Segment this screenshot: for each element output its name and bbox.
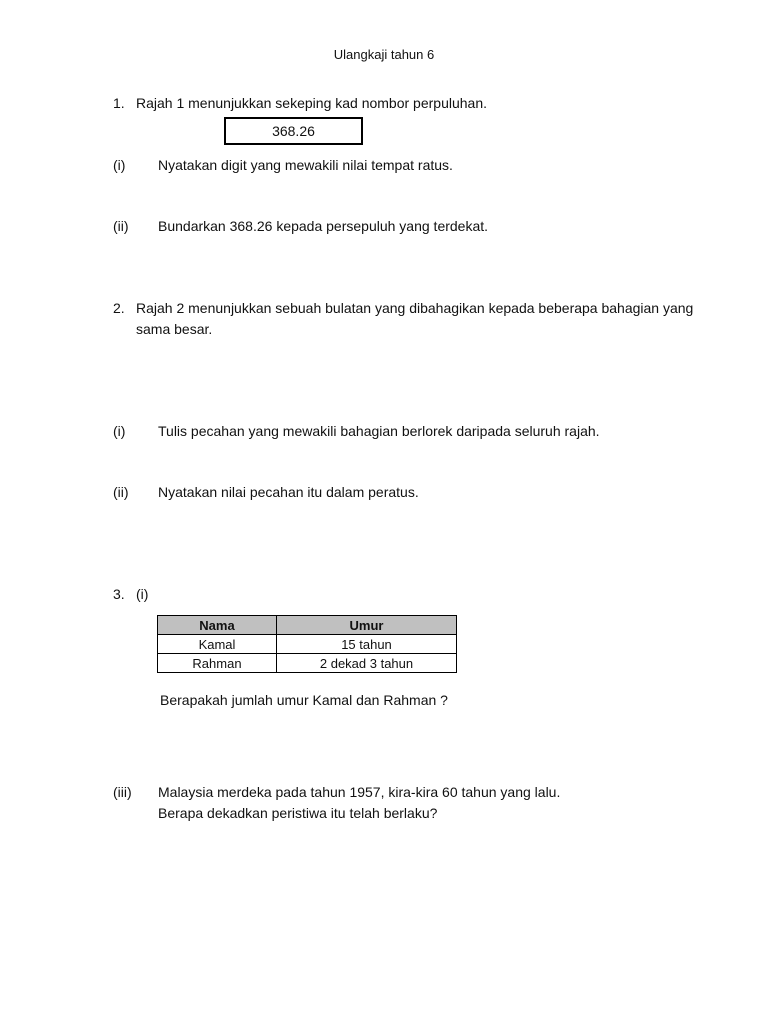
question-3-part-iii-text-line1: Malaysia merdeka pada tahun 1957, kira-kira 60 tahun yang lalu. bbox=[158, 784, 561, 800]
table-cell-age: 15 tahun bbox=[277, 635, 457, 654]
question-1-part-i-label: (i) bbox=[113, 157, 126, 173]
question-3-part-iii-text-line2: Berapa dekadkan peristiwa itu telah berlaku? bbox=[158, 805, 438, 821]
question-3-number: 3. bbox=[113, 586, 125, 602]
table-cell-name: Rahman bbox=[158, 654, 277, 673]
table-header-row bbox=[158, 616, 457, 635]
question-2-part-ii-label: (ii) bbox=[113, 484, 129, 500]
question-2-text-line2: sama besar. bbox=[136, 321, 213, 337]
question-3-part-iii-label: (iii) bbox=[113, 784, 132, 800]
question-2-number: 2. bbox=[113, 300, 125, 316]
question-1-text: Rajah 1 menunjukkan sekeping kad nombor perpuluhan. bbox=[136, 95, 488, 111]
decimal-number-card: 368.26 bbox=[224, 117, 363, 145]
page-title: Ulangkaji tahun 6 bbox=[333, 47, 435, 62]
question-1-number: 1. bbox=[113, 95, 125, 111]
question-1-part-ii-label: (ii) bbox=[113, 218, 129, 234]
question-3-part-i-label: (i) bbox=[136, 586, 149, 602]
age-table bbox=[157, 615, 457, 673]
table-row bbox=[158, 635, 457, 654]
table-cell-name: Kamal bbox=[158, 635, 277, 654]
question-2-part-i-text: Tulis pecahan yang mewakili bahagian berlorek daripada seluruh rajah. bbox=[158, 423, 600, 439]
table-row bbox=[158, 654, 457, 673]
table-header-umur: Umur bbox=[277, 616, 457, 635]
question-2-part-ii-text: Nyatakan nilai pecahan itu dalam peratus. bbox=[158, 484, 419, 500]
question-2-text-line1: Rajah 2 menunjukkan sebuah bulatan yang dibahagikan kepada beberapa bahagian yang bbox=[136, 300, 694, 316]
table-cell-age: 2 dekad 3 tahun bbox=[277, 654, 457, 673]
question-2-part-i-label: (i) bbox=[113, 423, 126, 439]
question-3-part-i-text: Berapakah jumlah umur Kamal dan Rahman ? bbox=[160, 692, 448, 708]
question-1-part-i-text: Nyatakan digit yang mewakili nilai tempat ratus. bbox=[158, 157, 453, 173]
table-header-nama: Nama bbox=[158, 616, 277, 635]
question-1-part-ii-text: Bundarkan 368.26 kepada persepuluh yang terdekat. bbox=[158, 218, 489, 234]
